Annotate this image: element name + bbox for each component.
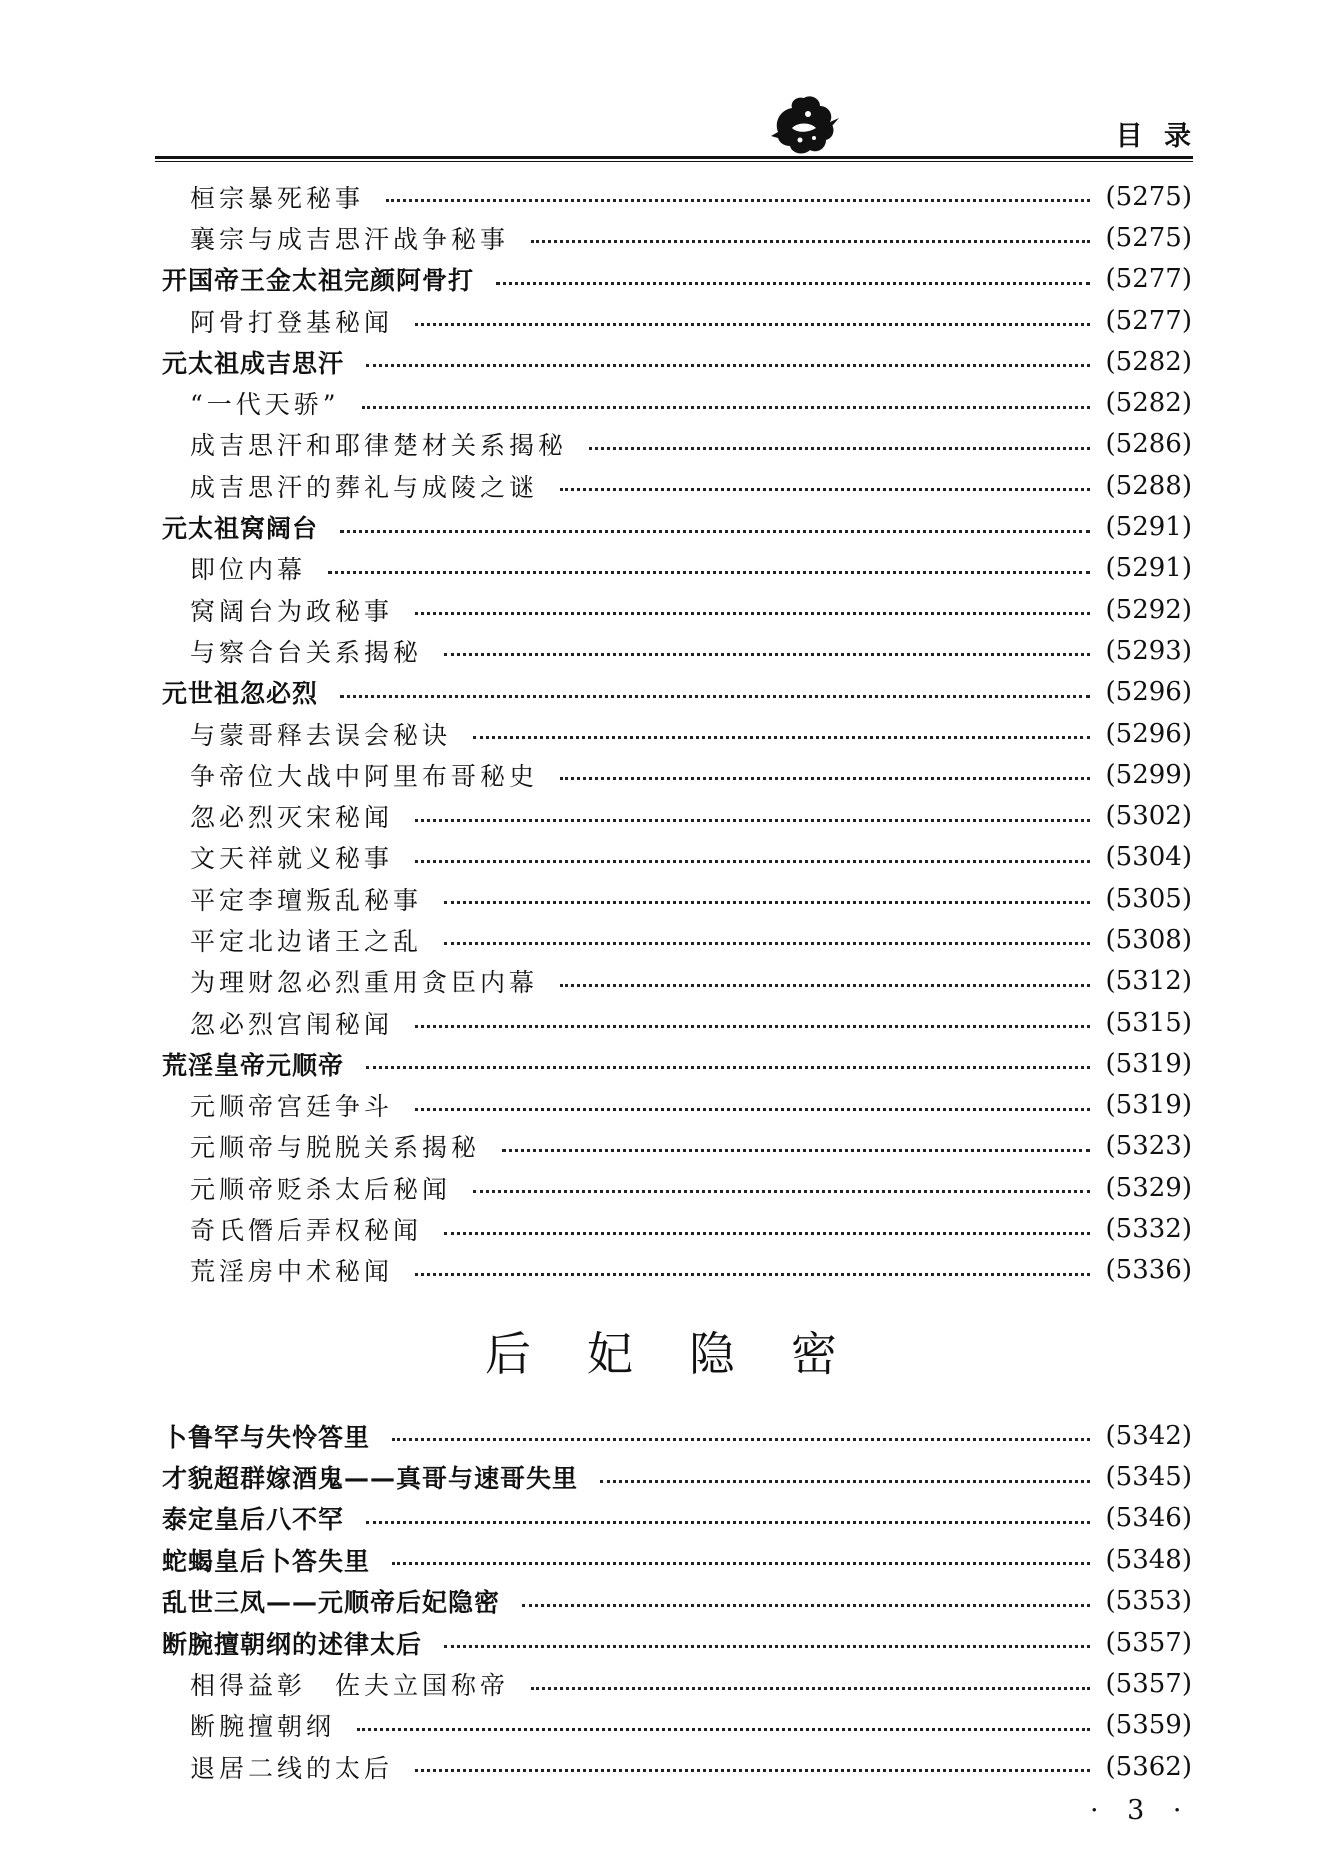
toc-entry-page: (5357) xyxy=(1105,1669,1192,1700)
toc-entry[interactable] xyxy=(0,1581,1322,1622)
toc-entry[interactable] xyxy=(0,1208,1322,1249)
toc-entry[interactable] xyxy=(0,176,1322,217)
toc-entry[interactable] xyxy=(0,837,1322,878)
toc-entry[interactable] xyxy=(0,1126,1322,1167)
toc-entry[interactable] xyxy=(0,919,1322,960)
toc-entry-title: 成吉思汗和耶律楚材关系揭秘 xyxy=(190,431,568,461)
toc-entry-page: (5305) xyxy=(1105,883,1192,914)
toc-entry[interactable] xyxy=(0,1250,1322,1291)
toc-entry-page: (5291) xyxy=(1105,512,1192,543)
toc-entry-title: 断腕擅朝纲 xyxy=(190,1712,336,1742)
toc-entry-title: 忽必烈灭宋秘闻 xyxy=(190,803,394,833)
toc-entry[interactable] xyxy=(0,630,1322,671)
toc-entry-title: 元世祖忽必烈 xyxy=(162,679,319,709)
toc-list-top xyxy=(0,176,1322,1291)
toc-entry[interactable] xyxy=(0,713,1322,754)
toc-entry-page: (5293) xyxy=(1105,635,1192,666)
toc-entry-title: 元顺帝贬杀太后秘闻 xyxy=(190,1174,452,1204)
toc-entry[interactable] xyxy=(0,548,1322,589)
toc-entry-page: (5282) xyxy=(1105,388,1192,419)
toc-leader-dots xyxy=(392,1562,1090,1565)
toc-entry-page: (5275) xyxy=(1105,222,1192,253)
toc-entry-title: 断腕擅朝纲的述律太后 xyxy=(162,1629,423,1659)
dragon-emblem-icon xyxy=(770,92,840,158)
toc-entry[interactable] xyxy=(0,1622,1322,1663)
toc-entry[interactable] xyxy=(0,672,1322,713)
toc-leader-dots xyxy=(415,1769,1090,1772)
toc-entry-page: (5308) xyxy=(1105,924,1192,955)
toc-leader-dots xyxy=(340,695,1090,698)
toc-entry-title: “一代天骄” xyxy=(190,390,340,420)
toc-leader-dots xyxy=(362,406,1090,409)
toc-entry-page: (5319) xyxy=(1105,1090,1192,1121)
toc-entry[interactable] xyxy=(0,300,1322,341)
toc-entry[interactable] xyxy=(0,1746,1322,1787)
toc-entry[interactable] xyxy=(0,217,1322,258)
toc-entry-page: (5304) xyxy=(1105,842,1192,873)
toc-entry-title: 蛇蝎皇后卜答失里 xyxy=(162,1546,371,1576)
toc-entry[interactable] xyxy=(0,424,1322,465)
toc-entry-title: 卜鲁罕与失怜答里 xyxy=(162,1422,371,1452)
toc-entry-page: (5348) xyxy=(1105,1544,1192,1575)
toc-leader-dots xyxy=(600,1480,1090,1483)
toc-entry-title: 阿骨打登基秘闻 xyxy=(190,307,394,337)
toc-leader-dots xyxy=(531,240,1090,243)
toc-entry-page: (5292) xyxy=(1105,594,1192,625)
toc-list-bottom xyxy=(0,1415,1322,1788)
toc-entry-title: 元顺帝宫廷争斗 xyxy=(190,1092,394,1122)
toc-entry-title: 元太祖成吉思汗 xyxy=(162,348,345,378)
toc-entry-page: (5319) xyxy=(1105,1048,1192,1079)
toc-entry-title: 元顺帝与脱脱关系揭秘 xyxy=(190,1133,481,1163)
toc-entry-title: 乱世三凤——元顺帝后妃隐密 xyxy=(162,1588,501,1618)
toc-entry-page: (5345) xyxy=(1105,1462,1192,1493)
toc-entry-title: 泰定皇后八不罕 xyxy=(162,1505,345,1535)
toc-leader-dots xyxy=(392,1438,1090,1441)
toc-entry[interactable] xyxy=(0,1043,1322,1084)
toc-entry-title: 为理财忽必烈重用贪臣内幕 xyxy=(190,968,539,998)
toc-entry[interactable] xyxy=(0,1415,1322,1456)
toc-entry[interactable] xyxy=(0,754,1322,795)
toc-leader-dots xyxy=(444,1232,1090,1235)
toc-entry-title: 与蒙哥释去误会秘诀 xyxy=(190,720,452,750)
toc-leader-dots xyxy=(340,530,1090,533)
toc-leader-dots xyxy=(386,199,1090,202)
toc-entry-page: (5302) xyxy=(1105,801,1192,832)
toc-entry[interactable] xyxy=(0,1085,1322,1126)
toc-entry[interactable] xyxy=(0,1498,1322,1539)
toc-leader-dots xyxy=(415,612,1090,615)
toc-entry-page: (5359) xyxy=(1105,1710,1192,1741)
toc-leader-dots xyxy=(522,1604,1090,1607)
toc-leader-dots xyxy=(531,1687,1090,1690)
toc-leader-dots xyxy=(328,571,1090,574)
toc-entry-page: (5286) xyxy=(1105,429,1192,460)
toc-leader-dots xyxy=(560,488,1090,491)
toc-entry-page: (5353) xyxy=(1105,1586,1192,1617)
toc-entry-title: 成吉思汗的葬礼与成陵之谜 xyxy=(190,472,539,502)
toc-entry-page: (5336) xyxy=(1105,1255,1192,1286)
toc-entry-title: 窝阔台为政秘事 xyxy=(190,596,394,626)
toc-entry-page: (5296) xyxy=(1105,677,1192,708)
toc-entry-page: (5282) xyxy=(1105,346,1192,377)
toc-entry-title: 襄宗与成吉思汗战争秘事 xyxy=(190,224,510,254)
toc-leader-dots xyxy=(415,1273,1090,1276)
toc-entry[interactable] xyxy=(0,1167,1322,1208)
toc-leader-dots xyxy=(366,364,1090,367)
header-rule-thin xyxy=(155,161,1193,162)
toc-entry-page: (5299) xyxy=(1105,759,1192,790)
toc-leader-dots xyxy=(366,1066,1090,1069)
page-number: · 3 · xyxy=(1090,1795,1192,1826)
toc-entry[interactable] xyxy=(0,382,1322,423)
toc-entry[interactable] xyxy=(0,1539,1322,1580)
toc-entry[interactable] xyxy=(0,1705,1322,1746)
toc-entry-page: (5342) xyxy=(1105,1420,1192,1451)
toc-entry-title: 元太祖窝阔台 xyxy=(162,514,319,544)
toc-entry[interactable] xyxy=(0,1002,1322,1043)
toc-entry[interactable] xyxy=(0,795,1322,836)
toc-leader-dots xyxy=(589,447,1090,450)
toc-entry-page: (5323) xyxy=(1105,1131,1192,1162)
toc-leader-dots xyxy=(502,1149,1090,1152)
toc-leader-dots xyxy=(444,901,1090,904)
toc-leader-dots xyxy=(366,1521,1090,1524)
toc-leader-dots xyxy=(444,1645,1090,1648)
toc-entry[interactable] xyxy=(0,961,1322,1002)
toc-entry-title: 荒淫房中术秘闻 xyxy=(190,1257,394,1287)
toc-entry-page: (5275) xyxy=(1105,181,1192,212)
toc-entry-page: (5312) xyxy=(1105,966,1192,997)
toc-entry-page: (5288) xyxy=(1105,470,1192,501)
toc-entry-title: 平定李璮叛乱秘事 xyxy=(190,885,423,915)
toc-entry-title: 退居二线的太后 xyxy=(190,1753,394,1783)
toc-entry[interactable] xyxy=(0,341,1322,382)
toc-entry-page: (5329) xyxy=(1105,1172,1192,1203)
toc-entry-page: (5362) xyxy=(1105,1751,1192,1782)
toc-entry-title: 文天祥就义秘事 xyxy=(190,844,394,874)
toc-entry-title: 荒淫皇帝元顺帝 xyxy=(162,1050,345,1080)
toc-entry-page: (5291) xyxy=(1105,553,1192,584)
toc-entry-title: 才貌超群嫁酒鬼——真哥与速哥失里 xyxy=(162,1464,579,1494)
toc-entry-page: (5296) xyxy=(1105,718,1192,749)
toc-entry-title: 开国帝王金太祖完颜阿骨打 xyxy=(162,266,475,296)
toc-leader-dots xyxy=(444,942,1090,945)
toc-entry-title: 平定北边诸王之乱 xyxy=(190,926,423,956)
toc-leader-dots xyxy=(560,984,1090,987)
toc-entry-title: 争帝位大战中阿里布哥秘史 xyxy=(190,761,539,791)
toc-entry-page: (5315) xyxy=(1105,1007,1192,1038)
toc-leader-dots xyxy=(415,323,1090,326)
toc-entry[interactable] xyxy=(0,878,1322,919)
toc-entry-page: (5346) xyxy=(1105,1503,1192,1534)
toc-entry-title: 相得益彰 佐夫立国称帝 xyxy=(190,1671,510,1701)
toc-leader-dots xyxy=(444,653,1090,656)
toc-entry-title: 即位内幕 xyxy=(190,555,307,585)
toc-entry[interactable] xyxy=(0,589,1322,630)
header-rule-thick xyxy=(155,156,1193,159)
toc-leader-dots xyxy=(357,1728,1090,1731)
toc-leader-dots xyxy=(415,1025,1090,1028)
toc-entry[interactable] xyxy=(0,259,1322,300)
toc-leader-dots xyxy=(415,819,1090,822)
toc-entry-title: 桓宗暴死秘事 xyxy=(190,183,365,213)
toc-leader-dots xyxy=(473,736,1090,739)
toc-leader-dots xyxy=(560,777,1090,780)
toc-entry[interactable] xyxy=(0,465,1322,506)
toc-entry[interactable] xyxy=(0,1456,1322,1497)
toc-entry-title: 奇氏僭后弄权秘闻 xyxy=(190,1216,423,1246)
toc-entry-page: (5332) xyxy=(1105,1214,1192,1245)
toc-leader-dots xyxy=(415,1108,1090,1111)
toc-entry-title: 忽必烈宫闱秘闻 xyxy=(190,1009,394,1039)
toc-entry-title: 与察合台关系揭秘 xyxy=(190,637,423,667)
toc-entry-page: (5277) xyxy=(1105,305,1192,336)
toc-leader-dots xyxy=(496,282,1090,285)
toc-leader-dots xyxy=(415,860,1090,863)
toc-entry[interactable] xyxy=(0,1663,1322,1704)
section-heading: 后妃隐密 xyxy=(485,1327,893,1381)
toc-entry-page: (5277) xyxy=(1105,264,1192,295)
header-label: 目 录 xyxy=(1115,121,1197,152)
toc-entry[interactable] xyxy=(0,506,1322,547)
toc-leader-dots xyxy=(473,1190,1090,1193)
toc-entry-page: (5357) xyxy=(1105,1627,1192,1658)
